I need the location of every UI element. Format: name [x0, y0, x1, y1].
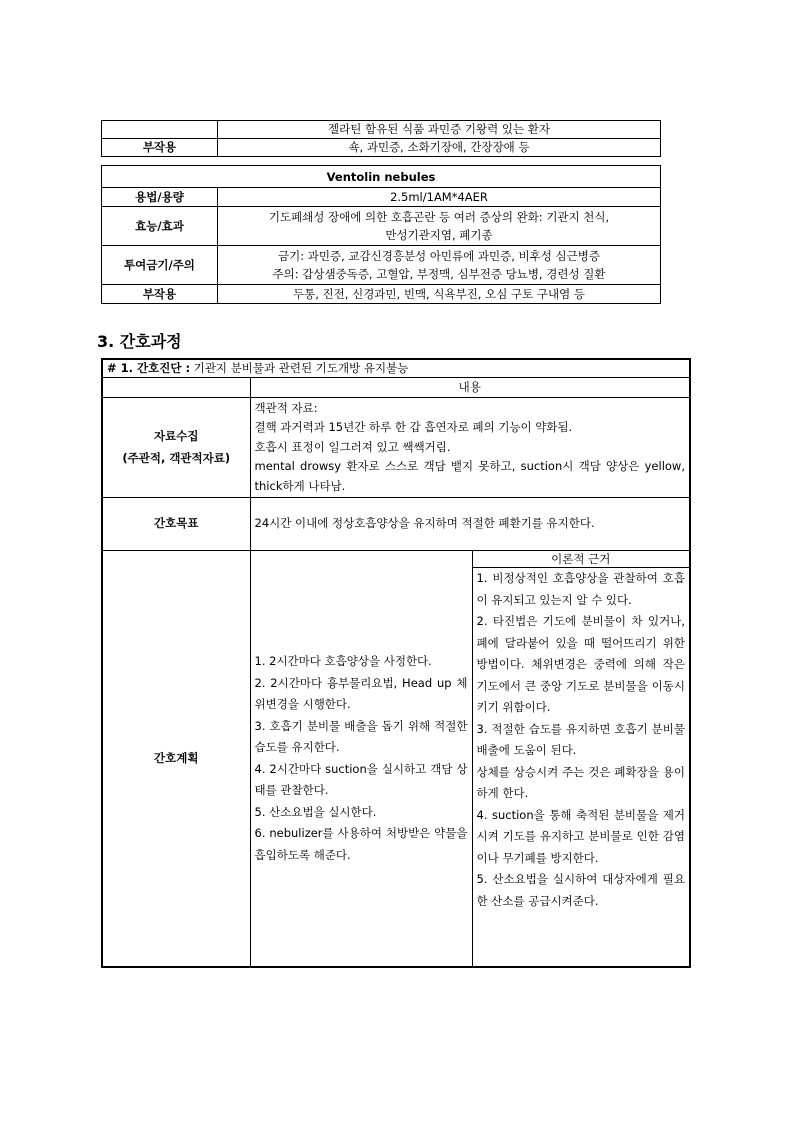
data-collection-label-main: 자료수집: [154, 429, 199, 443]
diagnosis-text: 기관지 분비물과 관련된 기도개방 유지불능: [190, 361, 409, 375]
efficacy-label: 효능/효과: [102, 207, 218, 246]
rationale-header: 이론적 근거: [472, 551, 690, 568]
efficacy-content: 기도폐쇄성 장애에 의한 호흡곤란 등 여러 증상의 완화: 기관지 천식, 만성기관지염, 폐기종: [218, 207, 661, 246]
plan-label: 간호계획: [102, 551, 250, 968]
side-effect-label: 부작용: [102, 285, 218, 304]
drug-table-continued: [101, 120, 661, 157]
side-effect-content: 두통, 진전, 신경과민, 빈맥, 식욕부진, 오심 구토 구내염 등: [218, 285, 661, 304]
ventolin-drug-table: [101, 165, 661, 304]
diagnosis-row: [102, 359, 690, 378]
side-effect-label: 부작용: [102, 139, 218, 157]
contraindication-content: 젤라틴 함유된 식품 과민증 기왕력 있는 환자: [218, 121, 661, 139]
diagnosis-prefix: # 1. 간호진단 :: [107, 361, 191, 375]
side-effect-content: 쇽, 과민증, 소화기장애, 간장장애 등: [218, 139, 661, 157]
goal-label: 간호목표: [102, 498, 250, 551]
plan-content: 1. 2시간마다 호흡양상을 사정한다. 2. 2시간마다 흉부물리요법, Head up 체위변경을 시행한다. 3. 호흡기 분비물 배출을 돕기 위해 적절한 습도를 유지한다. 4. 2시간마다 suction을 실시하고 객담 상태를 관찰한다. 5. 산소요법을 실시한다. 6. nebulizer를 사용하여 처방받은 약물을 흡입하도록 해준다.: [250, 551, 472, 968]
table-cell-empty: [102, 378, 250, 398]
drug-title: Ventolin nebules: [102, 166, 661, 188]
dosage-label: 용법/용량: [102, 188, 218, 207]
data-collection-label-sub: (주관적, 객관적자료): [122, 450, 231, 465]
data-collection-label: [102, 398, 250, 498]
nursing-process-table: [101, 358, 691, 968]
rationale-content: 1. 비정상적인 호흡양상을 관찰하여 호흡이 유지되고 있는지 알 수 있다. 2. 타진법은 기도에 분비물이 차 있거나, 폐에 달라붙어 있을 때 떨어뜨리기 위한 방법이다. 체위변경은 중력에 의해 작은 기도에서 큰 중앙 기도로 분비물을 이동시키기 위함이다. 3. 적절한 습도를 유지하면 호흡기 분비물 배출에 도움이 된다. 상체를 상승시켜 주는 것은 폐확장을 용이하게 한다. 4. suction을 통해 축적된 분비물을 제거시켜 기도를 유지하고 분비물로 인한 감염이나 무기폐를 방지한다. 5. 산소요법을 실시하여 대상자에게 필요한 산소를 공급시켜준다.: [472, 568, 690, 968]
contraindication-content: 금기: 과민증, 교감신경흥분성 아민류에 과민증, 비후성 심근병증 주의: 갑상샘중독증, 고혈압, 부정맥, 심부전증 당뇨병, 경련성 질환: [218, 246, 661, 285]
table-cell-empty: [102, 121, 218, 139]
contraindication-label: 투여금기/주의: [102, 246, 218, 285]
content-header: 내용: [250, 378, 690, 398]
dosage-content: 2.5ml/1AM*4AER: [218, 188, 661, 207]
section-heading: 3. 간호과정: [97, 332, 182, 351]
goal-content: 24시간 이내에 정상호흡양상을 유지하며 적절한 폐환기를 유지한다.: [250, 498, 690, 551]
data-collection-content: 객관적 자료: 결핵 과거력과 15년간 하루 한 갑 흡연자로 폐의 기능이 약화됨. 호흡시 표정이 일그러져 있고 쌕쌕거림. mental drowsy 환자로 스스로 객담 뱉지 못하고, suction시 객담 양상은 yellow, thick하게 나타남.: [250, 398, 690, 498]
